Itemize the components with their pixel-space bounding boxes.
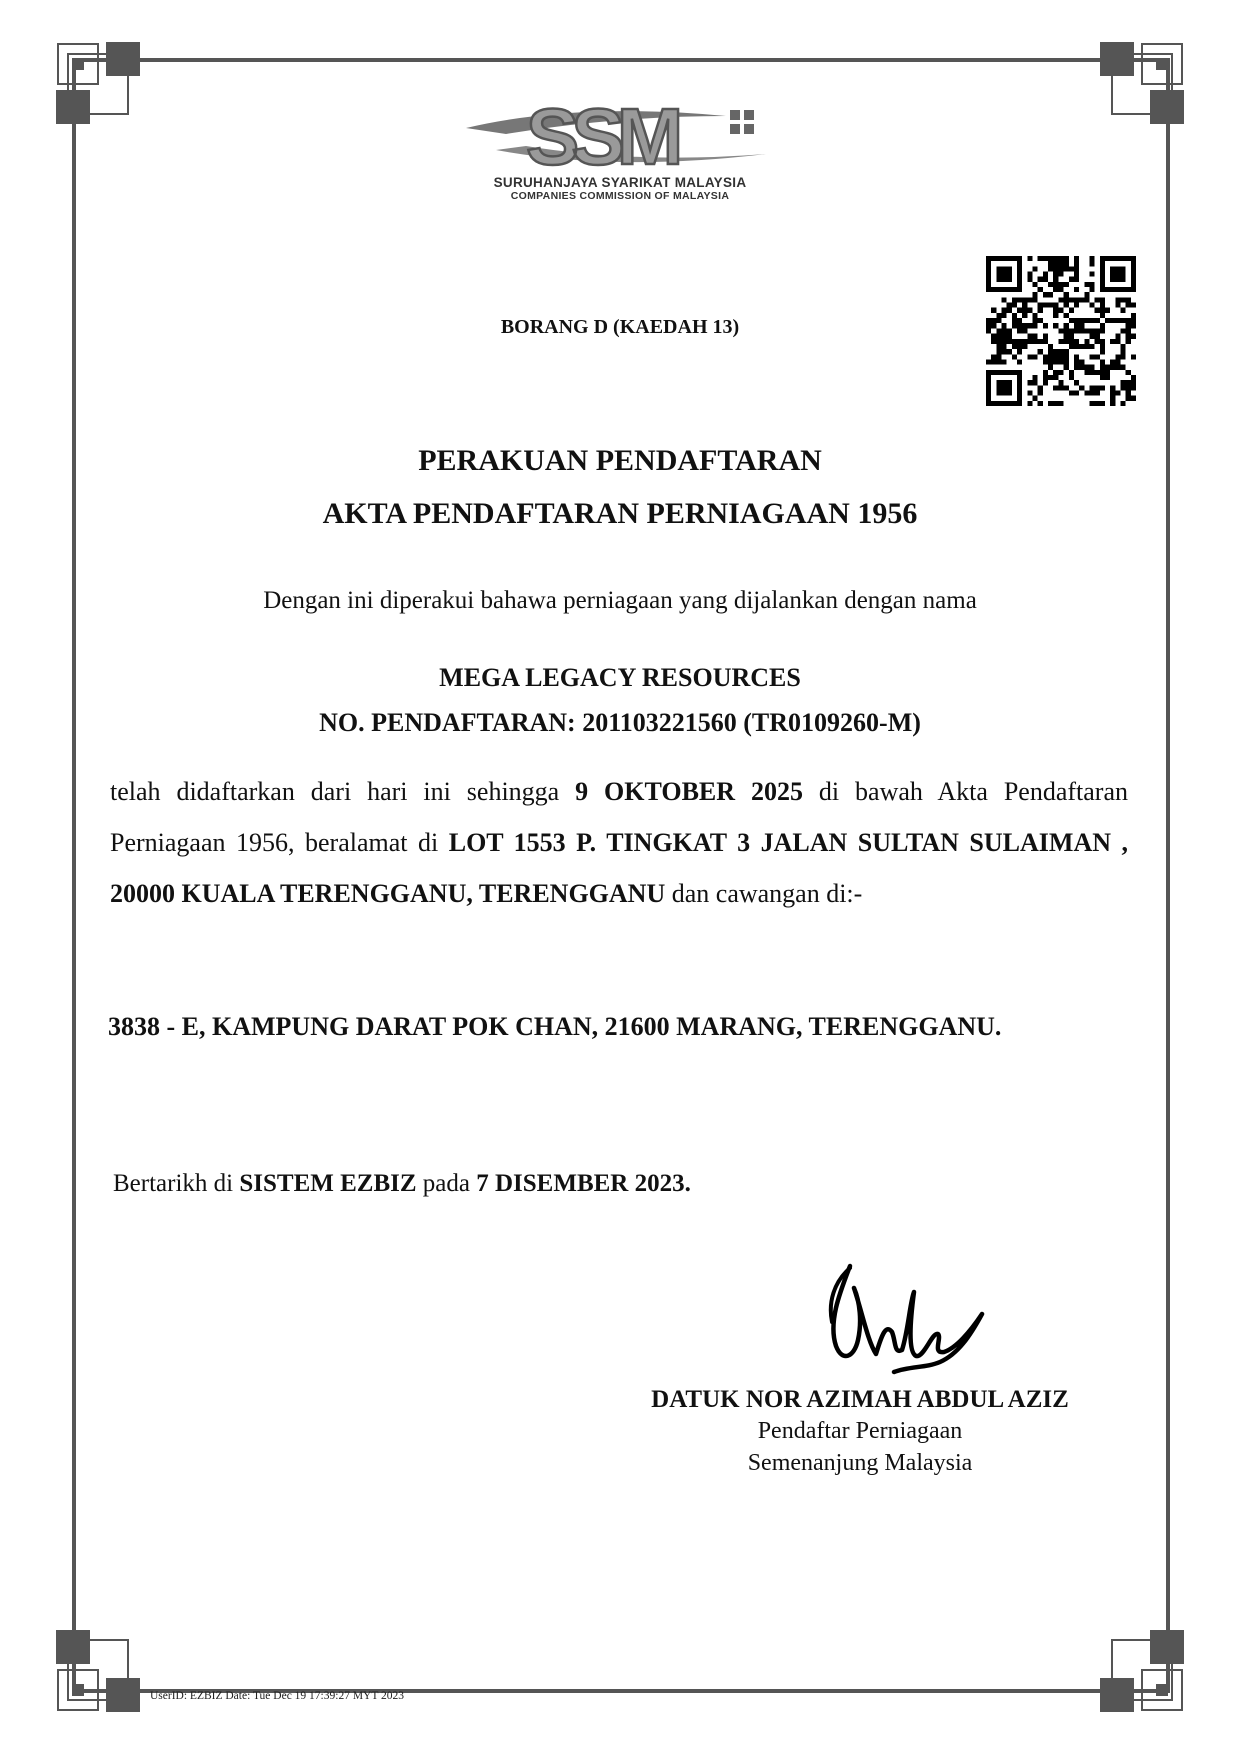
branch-address: 3838 - E, KAMPUNG DARAT POK CHAN, 21600 MARANG, TERENGGANU.: [108, 1012, 1002, 1041]
dated-middle: pada: [416, 1170, 477, 1197]
statement-part-2: di bawah Akta Pendaftaran Perniagaan 1956, beralamat di: [110, 777, 1128, 857]
svg-text:SSM: SSM: [526, 94, 676, 181]
certification-intro: Dengan ini diperakui bahawa perniagaan yang dijalankan dengan nama: [263, 587, 977, 614]
dated-prefix: Bertarikh di: [113, 1170, 240, 1197]
corner-ornament-bottom-left: [56, 1622, 146, 1712]
business-name: MEGA LEGACY RESOURCES: [439, 663, 801, 692]
signatory-region: Semenanjung Malaysia: [747, 1450, 973, 1476]
business-address: LOT 1553 P. TINGKAT 3 JALAN SULTAN SULAIMAN , 20000 KUALA TERENGGANU, TERENGGANU: [110, 828, 1129, 908]
signatory-title: Pendaftar Perniagaan: [757, 1418, 963, 1444]
corner-ornament-top-left: [56, 42, 146, 132]
logo-caption-english: COMPANIES COMMISSION OF MALAYSIA: [510, 190, 730, 202]
issuing-system: SISTEM EZBIZ: [239, 1170, 417, 1197]
corner-ornament-bottom-right: [1094, 1622, 1184, 1712]
dated-statement: [113, 1170, 691, 1198]
issue-date: 7 DISEMBER 2023.: [476, 1170, 691, 1197]
footer-user-timestamp: UserID: EZBIZ Date: Tue Dec 19 17:39:27 MYT 2023: [150, 1690, 405, 1702]
registration-number: NO. PENDAFTARAN: 201103221560 (TR0109260-M): [319, 708, 921, 737]
certificate-act: AKTA PENDAFTARAN PERNIAGAAN 1956: [322, 497, 918, 530]
signature-icon: [810, 1262, 990, 1380]
expiry-date: 9 OKTOBER 2025: [575, 777, 803, 806]
signatory-name: DATUK NOR AZIMAH ABDUL AZIZ: [651, 1386, 1069, 1413]
certificate-title: PERAKUAN PENDAFTARAN: [418, 444, 822, 477]
registration-statement: [110, 766, 1128, 919]
statement-part-3: dan cawangan di:-: [665, 879, 863, 908]
logo-caption-malay: SURUHANJAYA SYARIKAT MALAYSIA: [493, 175, 747, 190]
statement-part-1: telah didaftarkan dari hari ini sehingga: [110, 777, 576, 806]
form-reference: BORANG D (KAEDAH 13): [500, 316, 740, 338]
corner-ornament-top-right: [1094, 42, 1184, 132]
